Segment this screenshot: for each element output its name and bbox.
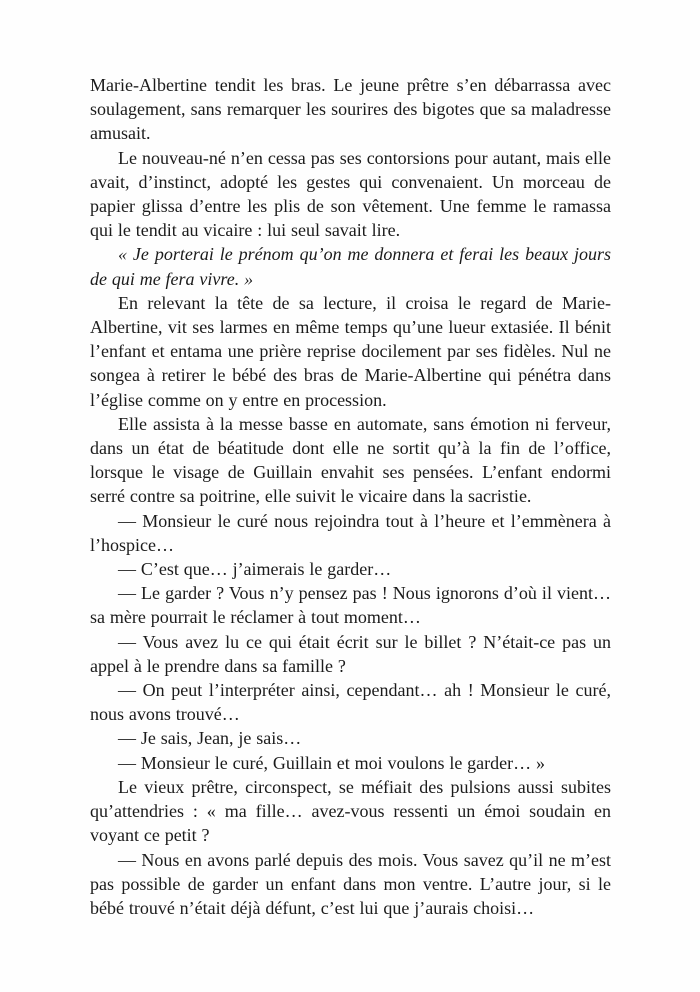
paragraph: — Monsieur le curé nous rejoindra tout à l’heure et l’emmènera à l’hospice… [90, 510, 611, 555]
paragraph: Le vieux prêtre, circonspect, se méfiait des pulsions aussi subites qu’attendries : « ma fille… avez-vous ressenti un émoi soudain en voyant ce petit ? [90, 776, 611, 846]
paragraph: Marie-Albertine tendit les bras. Le jeune prêtre s’en débarrassa avec soulagement, sans remarquer les sourires des bigotes que sa maladresse amusait. [90, 75, 611, 144]
paragraph: — C’est que… j’aimerais le garder… [118, 559, 392, 580]
paragraph: Le nouveau-né n’en cessa pas ses contorsions pour autant, mais elle avait, d’instinct, adopté les gestes qui convenaient. Un morceau de papier glissa d’entre les plis de son vêtement. Une femme le ramassa qui le tendit au vicaire : lui seul savait lire. [90, 147, 611, 241]
paragraph: En relevant la tête de sa lecture, il croisa le regard de Marie-Albertine, vit ses larmes en même temps qu’une lueur extasiée. Il bénit l’enfant et entama une prière reprise docilement par ses fidèles. Nul ne songea à retirer le bébé des bras de Marie-Albertine qui pénétra dans l’église comme on y entre en procession. [90, 292, 611, 410]
paragraph: — Le garder ? Vous n’y pensez pas ! Nous ignorons d’où il vient… sa mère pourrait le réclamer à tout moment… [90, 583, 611, 628]
paragraph: — Nous en avons parlé depuis des mois. Vous savez qu’il ne m’est pas possible de garder un enfant dans mon ventre. L’autre jour, si le bébé trouvé n’était déjà défunt, c’est lui que j’aurais choisi… [90, 849, 611, 918]
paragraph: — On peut l’interpréter ainsi, cependant… ah ! Monsieur le curé, nous avons trouvé… [90, 680, 611, 725]
page-text-block [90, 73, 611, 920]
paragraph: — Vous avez lu ce qui était écrit sur le billet ? N’était-ce pas un appel à le prendre dans sa famille ? [90, 631, 611, 676]
paragraph: — Je sais, Jean, je sais… [118, 728, 302, 749]
paragraph: Elle assista à la messe basse en automate, sans émotion ni ferveur, dans un état de béatitude dont elle ne sortit qu’à la fin de l’office, lorsque le visage de Guillain envahit ses pensées. L’enfant endormi serré contre sa poitrine, elle suivit le vicaire dans la sacristie. [90, 413, 611, 507]
paragraph: « Je porterai le prénom qu’on me donnera et ferai les beaux jours de qui me fera vivre. » [90, 244, 611, 289]
paragraph: — Monsieur le curé, Guillain et moi voulons le garder… » [118, 752, 546, 773]
